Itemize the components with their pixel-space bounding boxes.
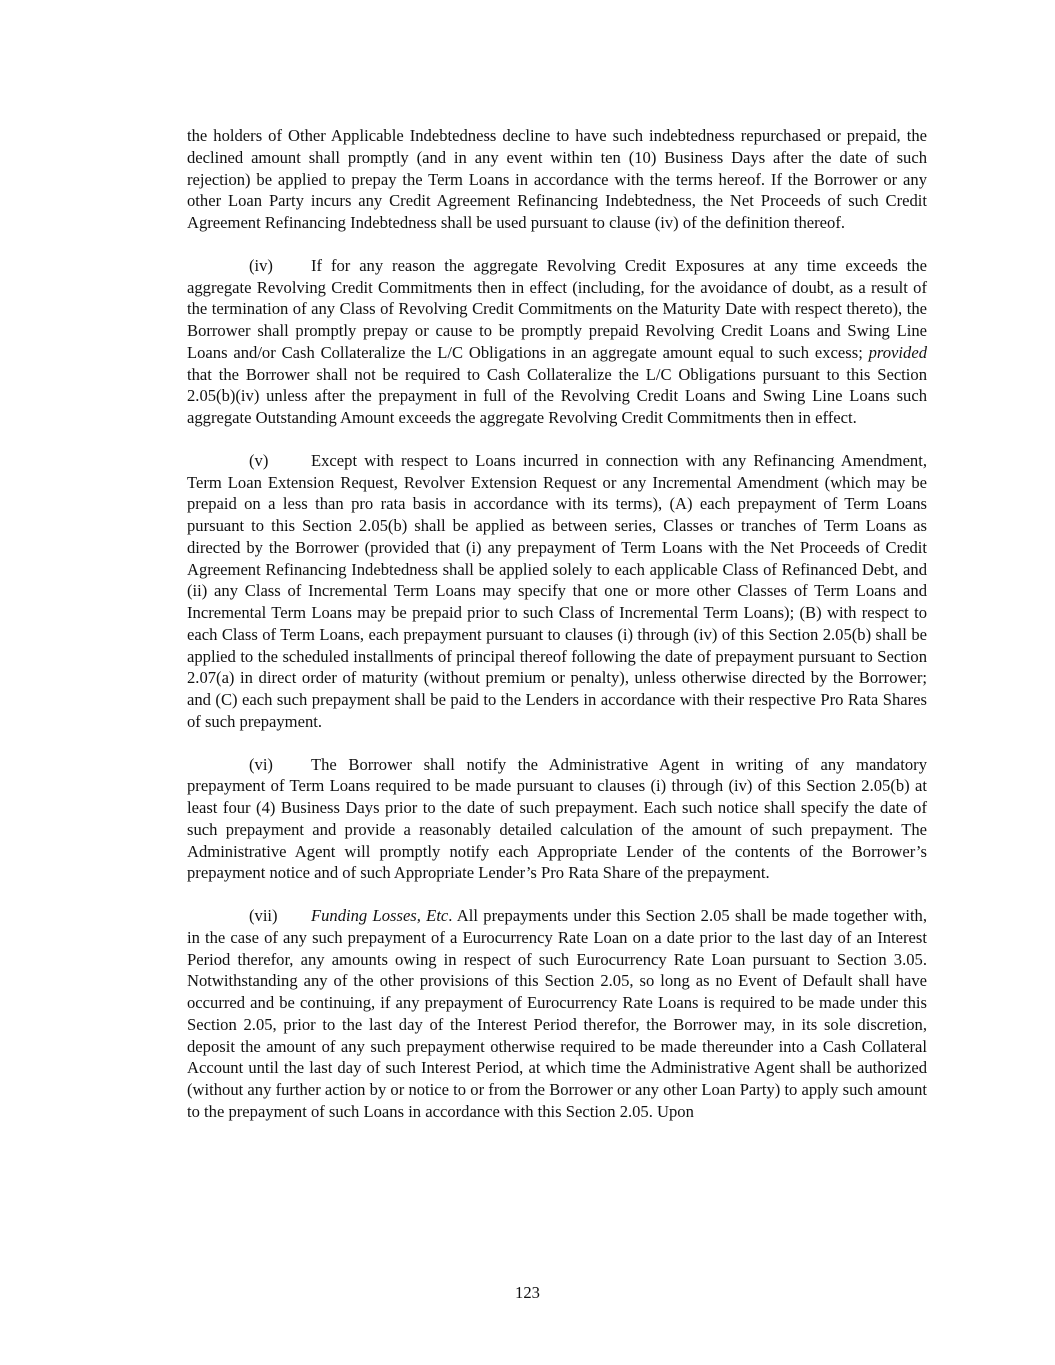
clause-number: (iv) xyxy=(249,255,273,275)
paragraph-vi xyxy=(187,754,927,885)
document-page-body xyxy=(187,125,927,1144)
clause-number: (v) xyxy=(249,450,269,470)
paragraph-text-continued: that the Borrower shall not be required to Cash Collateralize the L/C Obligations pursuant to this Section 2.05(b)(iv) unless after the prepayment in full of the Revolving Credit Loans and Swing Line Loans such aggregate Outstanding Amount exceeds the aggregate Revolving Credit Commitments then in effect. xyxy=(187,364,927,427)
paragraph-v xyxy=(187,450,927,733)
italic-term: provided xyxy=(868,342,927,362)
italic-heading: Funding Losses, Etc xyxy=(311,906,449,925)
paragraph-continuation xyxy=(187,125,927,234)
paragraph-text: If for any reason the aggregate Revolving Credit Exposures at any time exceeds the aggregate Revolving Credit Commitments then in effect (including, for the avoidance of doubt, as a result of the termination of any Class of Revolving Credit Commitments on the Maturity Date with respect thereto), the Borrower shall promptly prepay or cause to be promptly prepaid Revolving Credit Loans and Swing Line Loans and/or Cash Collateralize the L/C Obligations in an aggregate amount equal to such excess; xyxy=(187,255,927,362)
paragraph-text: Except with respect to Loans incurred in connection with any Refinancing Amendment, Term Loan Extension Request, Revolver Extension Request or any Incremental Amendment (which may be prepaid on a less than pro rata basis in accordance with its terms), (A) each prepayment of Term Loans pursuant to this Section 2.05(b) shall be applied as between series, Classes or tranches of Term Loans as directed by the Borrower (provided that (i) any prepayment of Term Loans with the Net Proceeds of Credit Agreement Refinancing Indebtedness shall be applied solely to each applicable Class of Refinanced Debt, and (ii) any Class of Incremental Term Loans may specify that one or more other Classes of Term Loans and Incremental Term Loans may be prepaid prior to such Class of Incremental Term Loans); (B) with respect to each Class of Term Loans, each prepayment pursuant to clauses (i) through (iv) of this Section 2.05(b) shall be applied to the scheduled installments of principal thereof following the date of prepayment pursuant to Section 2.07(a) in direct order of maturity (without premium or penalty), unless otherwise directed by the Borrower; and (C) each such prepayment shall be paid to the Lenders in accordance with their respective Pro Rata Shares of such prepayment. xyxy=(187,450,927,731)
page-number: 123 xyxy=(515,1283,540,1302)
clause-number: (vii) xyxy=(249,906,278,925)
paragraph-vii xyxy=(187,905,927,1123)
paragraph-text: . All prepayments under this Section 2.05 shall be made together with, in the case of any such prepayment of a Eurocurrency Rate Loan on a date prior to the last day of an Interest Period therefor, any amounts owing in respect of such Eurocurrency Rate Loan pursuant to Section 3.05. Notwithstanding any of the other provisions of this Section 2.05, so long as no Event of Default shall have occurred and be continuing, if any prepayment of Eurocurrency Rate Loans is required to be made under this Section 2.05, prior to the last day of the Interest Period therefor, the Borrower may, in its sole discretion, deposit the amount of any such prepayment otherwise required to be made thereunder into a Cash Collateral Account until the last day of such Interest Period, at which time the Administrative Agent shall be authorized (without any further action by or notice to or from the Borrower or any other Loan Party) to apply such amount to the prepayment of such Loans in accordance with this Section 2.05. Upon xyxy=(187,906,927,1121)
paragraph-text: The Borrower shall notify the Administrative Agent in writing of any mandatory prepayment of Term Loans required to be made pursuant to clauses (i) through (iv) of this Section 2.05(b) at least four (4) Business Days prior to the date of such prepayment. Each such notice shall specify the date of such prepayment and provide a reasonably detailed calculation of the amount of such prepayment. The Administrative Agent will promptly notify each Appropriate Lender of the contents of the Borrower’s prepayment notice and of such Appropriate Lender’s Pro Rata Share of the prepayment. xyxy=(187,754,927,883)
paragraph-text: the holders of Other Applicable Indebtedness decline to have such indebtedness repurchased or prepaid, the declined amount shall promptly (and in any event within ten (10) Business Days after the date of such rejection) be applied to prepay the Term Loans in accordance with the terms hereof. If the Borrower or any other Loan Party incurs any Credit Agreement Refinancing Indebtedness, the Net Proceeds of such Credit Agreement Refinancing Indebtedness shall be used pursuant to clause (iv) of the definition thereof. xyxy=(187,126,927,232)
clause-number: (vi) xyxy=(249,754,273,774)
paragraph-iv xyxy=(187,255,927,429)
